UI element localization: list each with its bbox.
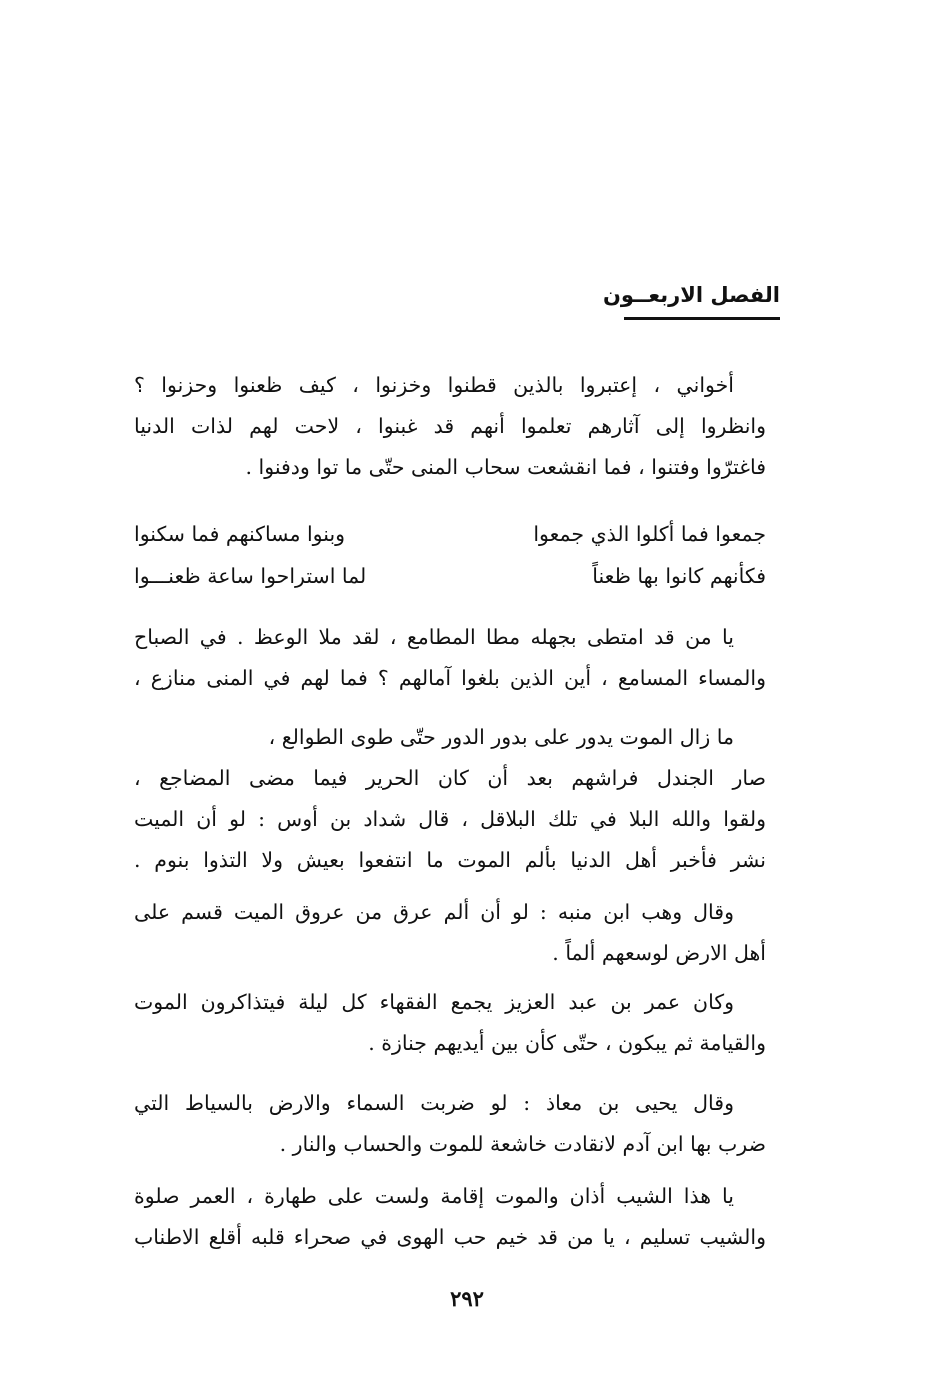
paragraph-line: أخواني ، إعتبروا بالذين قطنوا وخزنوا ، كيف ظعنوا وحزنوا ؟ bbox=[134, 373, 734, 397]
verse-first-hemistich: فكأنهم كانوا بها ظعناً bbox=[592, 564, 766, 588]
paragraph-line: وقال يحيى بن معاذ : لو ضربت السماء والارض بالسياط التي bbox=[134, 1091, 734, 1115]
paragraph-line: يا هذا الشيب أذان والموت إقامة ولست على طهارة ، العمر صلوة bbox=[134, 1184, 734, 1208]
paragraph-6 bbox=[134, 982, 766, 1064]
paragraph-line: والمساء المسامع ، أين الذين بلغوا آمالهم ؟ فما لهم في المنى منازع ، bbox=[134, 666, 766, 690]
chapter-title: الفصل الاربعــون bbox=[602, 283, 780, 307]
verse-block bbox=[134, 513, 766, 597]
paragraph-line: أهل الارض لوسعهم ألماً . bbox=[552, 941, 766, 965]
page-number: ٢٩٢ bbox=[450, 1286, 484, 1311]
title-underline bbox=[624, 317, 780, 320]
paragraph-line: وكان عمر بن عبد العزيز يجمع الفقهاء كل ليلة فيتذاكرون الموت bbox=[134, 990, 734, 1014]
paragraph-3 bbox=[134, 617, 766, 699]
paragraph-5 bbox=[134, 892, 766, 974]
verse-first-hemistich: جمعوا فما أكلوا الذي جمعوا bbox=[533, 522, 766, 546]
paragraph-line: ولقوا والله البلا في تلك البلاقل ، قال شداد بن أوس : لو أن الميت bbox=[134, 807, 766, 831]
paragraph-line: فاغترّوا وفتنوا ، فما انقشعت سحاب المنى حتّى ما توا ودفنوا . bbox=[245, 455, 766, 479]
verse-second-hemistich: لما استراحوا ساعة ظعنـــوا bbox=[134, 564, 367, 588]
paragraph-line: والقيامة ثم يبكون ، حتّى كأن بين أيديهم جنازة . bbox=[368, 1031, 766, 1055]
paragraph-line: ضرب بها ابن آدم لانقادت خاشعة للموت والحساب والنار . bbox=[279, 1132, 766, 1156]
paragraph-line: نشر فأخبر أهل الدنيا بألم الموت ما انتفعوا بعيش ولا التذوا بنوم . bbox=[134, 848, 766, 872]
paragraph-4 bbox=[134, 717, 766, 881]
paragraph-1 bbox=[134, 365, 766, 488]
paragraph-8 bbox=[134, 1176, 766, 1258]
verse-second-hemistich: وبنوا مساكنهم فما سكنوا bbox=[134, 522, 346, 546]
paragraph-line: صار الجندل فراشهم بعد أن كان الحرير فيما مضى المضاجع ، bbox=[134, 766, 766, 790]
paragraph-line: وقال وهب ابن منبه : لو أن ألم عرق من عروق الميت قسم على bbox=[134, 900, 734, 924]
verse-line bbox=[134, 513, 766, 555]
paragraph-line: والشيب تسليم ، يا من قد خيم حب الهوى في صحراء قلبه أقلع الاطناب bbox=[134, 1225, 766, 1249]
paragraph-line: وانظروا إلى آثارهم تعلموا أنهم قد غبنوا ، لاحت لهم لذات الدنيا bbox=[134, 414, 766, 438]
verse-line bbox=[134, 555, 766, 597]
paragraph-7 bbox=[134, 1083, 766, 1165]
paragraph-line: ما زال الموت يدور على بدور الدور حتّى طوى الطوالع ، bbox=[268, 725, 734, 749]
paragraph-line: يا من قد امتطى بجهله مطا المطامع ، لقد ملا الوعظ . في الصباح bbox=[134, 625, 734, 649]
